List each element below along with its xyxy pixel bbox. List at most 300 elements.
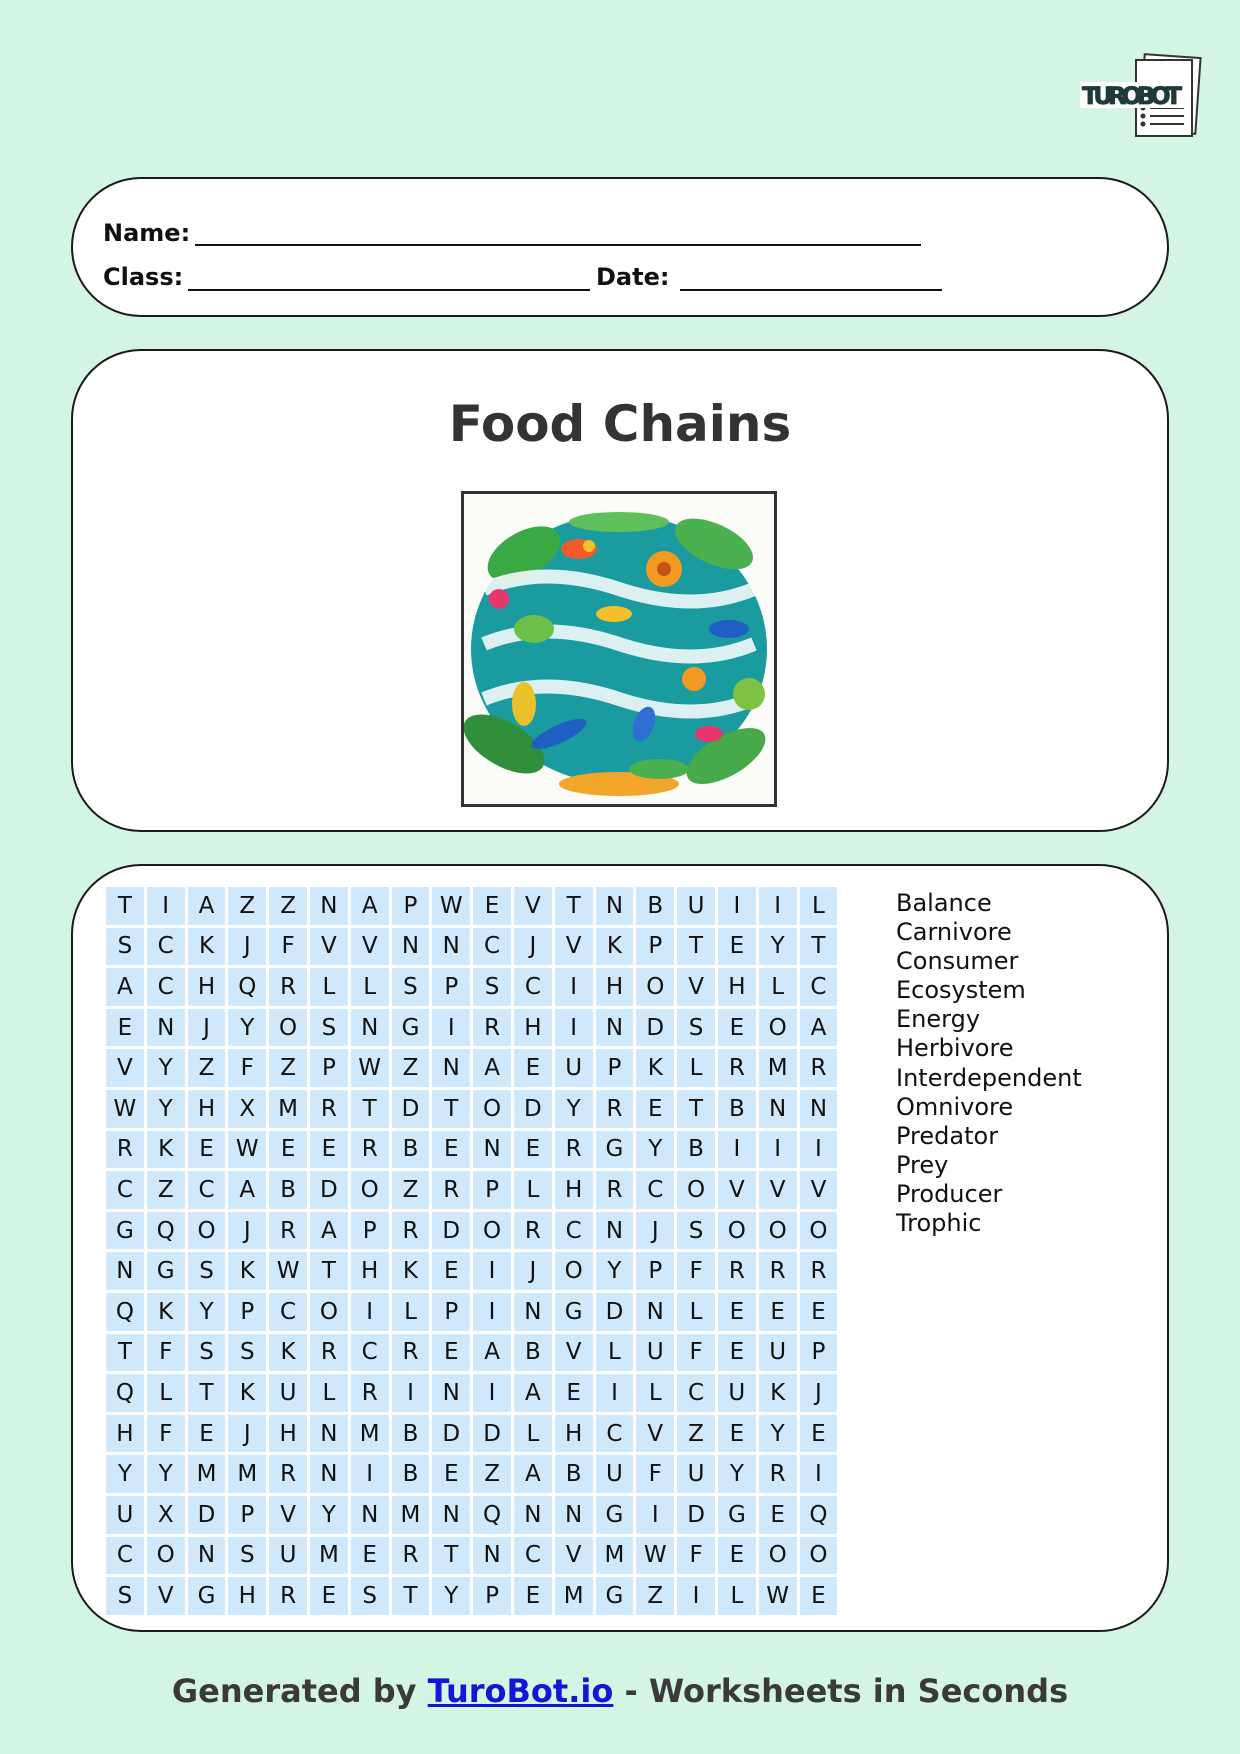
grid-cell[interactable]: M <box>759 1049 797 1087</box>
grid-cell[interactable]: Z <box>392 1049 430 1087</box>
grid-cell[interactable]: I <box>473 1374 511 1412</box>
grid-cell[interactable]: W <box>106 1090 144 1128</box>
grid-cell[interactable]: N <box>555 1496 593 1534</box>
grid-cell[interactable]: E <box>800 1415 838 1453</box>
grid-cell[interactable]: E <box>188 1131 226 1169</box>
grid-cell[interactable]: U <box>677 887 715 925</box>
grid-cell[interactable]: E <box>269 1131 307 1169</box>
grid-cell[interactable]: M <box>555 1577 593 1615</box>
grid-cell[interactable]: L <box>677 1049 715 1087</box>
grid-cell[interactable]: E <box>432 1334 470 1372</box>
grid-cell[interactable]: H <box>514 1009 552 1047</box>
grid-cell[interactable]: N <box>106 1252 144 1290</box>
grid-cell[interactable]: S <box>392 968 430 1006</box>
grid-cell[interactable]: C <box>473 928 511 966</box>
grid-cell[interactable]: P <box>473 1577 511 1615</box>
grid-cell[interactable]: C <box>555 1212 593 1250</box>
grid-cell[interactable]: H <box>351 1252 389 1290</box>
grid-cell[interactable]: F <box>147 1415 185 1453</box>
grid-cell[interactable]: E <box>514 1577 552 1615</box>
grid-cell[interactable]: N <box>432 1049 470 1087</box>
grid-cell[interactable]: I <box>759 887 797 925</box>
grid-cell[interactable]: I <box>147 887 185 925</box>
grid-cell[interactable]: R <box>269 1577 307 1615</box>
grid-cell[interactable]: R <box>759 1252 797 1290</box>
grid-cell[interactable]: V <box>718 1171 756 1209</box>
grid-cell[interactable]: D <box>432 1415 470 1453</box>
grid-cell[interactable]: G <box>596 1577 634 1615</box>
grid-cell[interactable]: W <box>228 1131 266 1169</box>
grid-cell[interactable]: N <box>473 1131 511 1169</box>
grid-cell[interactable]: E <box>759 1293 797 1331</box>
grid-cell[interactable]: Y <box>147 1455 185 1493</box>
grid-cell[interactable]: S <box>677 1009 715 1047</box>
grid-cell[interactable]: Z <box>147 1171 185 1209</box>
grid-cell[interactable]: R <box>269 1455 307 1493</box>
grid-cell[interactable]: I <box>636 1496 674 1534</box>
grid-cell[interactable]: W <box>759 1577 797 1615</box>
grid-cell[interactable]: O <box>555 1252 593 1290</box>
grid-cell[interactable]: F <box>228 1049 266 1087</box>
grid-cell[interactable]: H <box>188 968 226 1006</box>
grid-cell[interactable]: S <box>351 1577 389 1615</box>
grid-cell[interactable]: O <box>310 1293 348 1331</box>
grid-cell[interactable]: L <box>718 1577 756 1615</box>
grid-cell[interactable]: A <box>473 1334 511 1372</box>
grid-cell[interactable]: B <box>677 1131 715 1169</box>
grid-cell[interactable]: N <box>392 928 430 966</box>
grid-cell[interactable]: C <box>636 1171 674 1209</box>
grid-cell[interactable]: L <box>759 968 797 1006</box>
grid-cell[interactable]: P <box>636 928 674 966</box>
grid-cell[interactable]: K <box>147 1131 185 1169</box>
grid-cell[interactable]: O <box>759 1009 797 1047</box>
grid-cell[interactable]: R <box>351 1131 389 1169</box>
grid-cell[interactable]: N <box>800 1090 838 1128</box>
class-field[interactable] <box>188 289 590 291</box>
grid-cell[interactable]: E <box>351 1537 389 1575</box>
grid-cell[interactable]: C <box>351 1334 389 1372</box>
grid-cell[interactable]: M <box>228 1455 266 1493</box>
grid-cell[interactable]: X <box>228 1090 266 1128</box>
grid-cell[interactable]: I <box>677 1577 715 1615</box>
grid-cell[interactable]: G <box>718 1496 756 1534</box>
grid-cell[interactable]: M <box>310 1537 348 1575</box>
grid-cell[interactable]: V <box>677 968 715 1006</box>
grid-cell[interactable]: Z <box>473 1455 511 1493</box>
grid-cell[interactable]: R <box>759 1455 797 1493</box>
grid-cell[interactable]: I <box>473 1293 511 1331</box>
grid-cell[interactable]: K <box>269 1334 307 1372</box>
grid-cell[interactable]: T <box>106 887 144 925</box>
grid-cell[interactable]: I <box>759 1131 797 1169</box>
grid-cell[interactable]: J <box>228 928 266 966</box>
grid-cell[interactable]: N <box>351 1496 389 1534</box>
grid-cell[interactable]: R <box>310 1334 348 1372</box>
grid-cell[interactable]: E <box>759 1496 797 1534</box>
grid-cell[interactable]: A <box>228 1171 266 1209</box>
grid-cell[interactable]: L <box>596 1334 634 1372</box>
grid-cell[interactable]: C <box>596 1415 634 1453</box>
grid-cell[interactable]: I <box>800 1131 838 1169</box>
grid-cell[interactable]: Y <box>636 1131 674 1169</box>
grid-cell[interactable]: Z <box>188 1049 226 1087</box>
grid-cell[interactable]: H <box>269 1415 307 1453</box>
grid-cell[interactable]: E <box>718 1009 756 1047</box>
grid-cell[interactable]: I <box>473 1252 511 1290</box>
grid-cell[interactable]: D <box>432 1212 470 1250</box>
grid-cell[interactable]: I <box>432 1009 470 1047</box>
grid-cell[interactable]: N <box>351 1009 389 1047</box>
grid-cell[interactable]: C <box>514 968 552 1006</box>
grid-cell[interactable]: A <box>351 887 389 925</box>
grid-cell[interactable]: K <box>188 928 226 966</box>
grid-cell[interactable]: E <box>636 1090 674 1128</box>
grid-cell[interactable]: T <box>432 1090 470 1128</box>
grid-cell[interactable]: L <box>392 1293 430 1331</box>
grid-cell[interactable]: C <box>106 1537 144 1575</box>
grid-cell[interactable]: V <box>759 1171 797 1209</box>
grid-cell[interactable]: I <box>555 1009 593 1047</box>
grid-cell[interactable]: D <box>677 1496 715 1534</box>
grid-cell[interactable]: E <box>555 1374 593 1412</box>
grid-cell[interactable]: T <box>555 887 593 925</box>
grid-cell[interactable]: B <box>555 1455 593 1493</box>
grid-cell[interactable]: D <box>188 1496 226 1534</box>
grid-cell[interactable]: G <box>555 1293 593 1331</box>
grid-cell[interactable]: Y <box>759 1415 797 1453</box>
grid-cell[interactable]: Y <box>228 1009 266 1047</box>
grid-cell[interactable]: L <box>147 1374 185 1412</box>
grid-cell[interactable]: O <box>269 1009 307 1047</box>
grid-cell[interactable]: G <box>106 1212 144 1250</box>
grid-cell[interactable]: A <box>188 887 226 925</box>
grid-cell[interactable]: V <box>269 1496 307 1534</box>
grid-cell[interactable]: P <box>432 1293 470 1331</box>
grid-cell[interactable]: O <box>677 1171 715 1209</box>
grid-cell[interactable]: B <box>392 1415 430 1453</box>
grid-cell[interactable]: D <box>473 1415 511 1453</box>
grid-cell[interactable]: M <box>351 1415 389 1453</box>
grid-cell[interactable]: Q <box>473 1496 511 1534</box>
grid-cell[interactable]: B <box>718 1090 756 1128</box>
grid-cell[interactable]: J <box>514 928 552 966</box>
grid-cell[interactable]: D <box>596 1293 634 1331</box>
grid-cell[interactable]: N <box>759 1090 797 1128</box>
grid-cell[interactable]: K <box>228 1252 266 1290</box>
grid-cell[interactable]: I <box>800 1455 838 1493</box>
grid-cell[interactable]: T <box>392 1577 430 1615</box>
grid-cell[interactable]: S <box>228 1537 266 1575</box>
grid-cell[interactable]: L <box>800 887 838 925</box>
letter-grid[interactable] <box>106 887 837 1615</box>
grid-cell[interactable]: Y <box>718 1455 756 1493</box>
grid-cell[interactable]: R <box>351 1374 389 1412</box>
grid-cell[interactable]: F <box>677 1537 715 1575</box>
grid-cell[interactable]: Z <box>269 887 307 925</box>
grid-cell[interactable]: J <box>636 1212 674 1250</box>
grid-cell[interactable]: N <box>596 887 634 925</box>
grid-cell[interactable]: N <box>188 1537 226 1575</box>
grid-cell[interactable]: Q <box>106 1293 144 1331</box>
grid-cell[interactable]: B <box>514 1334 552 1372</box>
grid-cell[interactable]: W <box>636 1537 674 1575</box>
grid-cell[interactable]: B <box>392 1131 430 1169</box>
grid-cell[interactable]: V <box>310 928 348 966</box>
grid-cell[interactable]: S <box>188 1334 226 1372</box>
grid-cell[interactable]: O <box>800 1212 838 1250</box>
grid-cell[interactable]: U <box>269 1374 307 1412</box>
grid-cell[interactable]: J <box>228 1212 266 1250</box>
grid-cell[interactable]: C <box>147 968 185 1006</box>
grid-cell[interactable]: K <box>596 928 634 966</box>
grid-cell[interactable]: E <box>718 1537 756 1575</box>
grid-cell[interactable]: U <box>718 1374 756 1412</box>
grid-cell[interactable]: W <box>432 887 470 925</box>
grid-cell[interactable]: C <box>800 968 838 1006</box>
grid-cell[interactable]: E <box>514 1049 552 1087</box>
grid-cell[interactable]: V <box>351 928 389 966</box>
grid-cell[interactable]: O <box>636 968 674 1006</box>
grid-cell[interactable]: S <box>677 1212 715 1250</box>
grid-cell[interactable]: A <box>514 1374 552 1412</box>
grid-cell[interactable]: V <box>555 928 593 966</box>
grid-cell[interactable]: N <box>514 1293 552 1331</box>
grid-cell[interactable]: A <box>473 1049 511 1087</box>
grid-cell[interactable]: H <box>555 1415 593 1453</box>
grid-cell[interactable]: I <box>351 1293 389 1331</box>
grid-cell[interactable]: T <box>310 1252 348 1290</box>
grid-cell[interactable]: U <box>759 1334 797 1372</box>
grid-cell[interactable]: A <box>800 1009 838 1047</box>
grid-cell[interactable]: I <box>596 1374 634 1412</box>
grid-cell[interactable]: D <box>310 1171 348 1209</box>
grid-cell[interactable]: I <box>718 887 756 925</box>
grid-cell[interactable]: Y <box>432 1577 470 1615</box>
grid-cell[interactable]: L <box>310 1374 348 1412</box>
grid-cell[interactable]: Z <box>269 1049 307 1087</box>
grid-cell[interactable]: H <box>555 1171 593 1209</box>
grid-cell[interactable]: Y <box>147 1090 185 1128</box>
grid-cell[interactable]: T <box>106 1334 144 1372</box>
grid-cell[interactable]: N <box>432 928 470 966</box>
grid-cell[interactable]: U <box>596 1455 634 1493</box>
grid-cell[interactable]: Z <box>392 1171 430 1209</box>
grid-cell[interactable]: N <box>636 1293 674 1331</box>
grid-cell[interactable]: O <box>351 1171 389 1209</box>
grid-cell[interactable]: F <box>636 1455 674 1493</box>
grid-cell[interactable]: P <box>310 1049 348 1087</box>
grid-cell[interactable]: V <box>147 1577 185 1615</box>
grid-cell[interactable]: S <box>106 928 144 966</box>
grid-cell[interactable]: S <box>473 968 511 1006</box>
grid-cell[interactable]: C <box>147 928 185 966</box>
grid-cell[interactable]: R <box>718 1252 756 1290</box>
grid-cell[interactable]: Y <box>759 928 797 966</box>
grid-cell[interactable]: S <box>310 1009 348 1047</box>
grid-cell[interactable]: E <box>800 1293 838 1331</box>
grid-cell[interactable]: R <box>106 1131 144 1169</box>
grid-cell[interactable]: R <box>269 968 307 1006</box>
grid-cell[interactable]: J <box>188 1009 226 1047</box>
grid-cell[interactable]: V <box>555 1334 593 1372</box>
grid-cell[interactable]: I <box>718 1131 756 1169</box>
grid-cell[interactable]: O <box>800 1537 838 1575</box>
grid-cell[interactable]: L <box>351 968 389 1006</box>
grid-cell[interactable]: R <box>392 1537 430 1575</box>
grid-cell[interactable]: D <box>514 1090 552 1128</box>
grid-cell[interactable]: E <box>432 1252 470 1290</box>
grid-cell[interactable]: U <box>636 1334 674 1372</box>
grid-cell[interactable]: H <box>718 968 756 1006</box>
grid-cell[interactable]: G <box>188 1577 226 1615</box>
grid-cell[interactable]: U <box>106 1496 144 1534</box>
grid-cell[interactable]: S <box>228 1334 266 1372</box>
grid-cell[interactable]: Q <box>147 1212 185 1250</box>
grid-cell[interactable]: C <box>677 1374 715 1412</box>
grid-cell[interactable]: T <box>677 928 715 966</box>
grid-cell[interactable]: C <box>269 1293 307 1331</box>
grid-cell[interactable]: O <box>718 1212 756 1250</box>
grid-cell[interactable]: N <box>310 1455 348 1493</box>
grid-cell[interactable]: O <box>473 1090 511 1128</box>
grid-cell[interactable]: V <box>636 1415 674 1453</box>
grid-cell[interactable]: P <box>596 1049 634 1087</box>
grid-cell[interactable]: E <box>188 1415 226 1453</box>
grid-cell[interactable]: N <box>310 887 348 925</box>
grid-cell[interactable]: E <box>310 1131 348 1169</box>
grid-cell[interactable]: S <box>106 1577 144 1615</box>
grid-cell[interactable]: R <box>269 1212 307 1250</box>
grid-cell[interactable]: A <box>310 1212 348 1250</box>
grid-cell[interactable]: H <box>188 1090 226 1128</box>
grid-cell[interactable]: T <box>188 1374 226 1412</box>
grid-cell[interactable]: E <box>432 1131 470 1169</box>
grid-cell[interactable]: T <box>432 1537 470 1575</box>
grid-cell[interactable]: F <box>677 1252 715 1290</box>
grid-cell[interactable]: R <box>392 1212 430 1250</box>
grid-cell[interactable]: M <box>269 1090 307 1128</box>
grid-cell[interactable]: K <box>636 1049 674 1087</box>
grid-cell[interactable]: R <box>432 1171 470 1209</box>
grid-cell[interactable]: V <box>555 1537 593 1575</box>
grid-cell[interactable]: C <box>188 1171 226 1209</box>
grid-cell[interactable]: Y <box>106 1455 144 1493</box>
grid-cell[interactable]: E <box>310 1577 348 1615</box>
grid-cell[interactable]: R <box>555 1131 593 1169</box>
grid-cell[interactable]: Y <box>555 1090 593 1128</box>
grid-cell[interactable]: M <box>188 1455 226 1493</box>
grid-cell[interactable]: I <box>351 1455 389 1493</box>
grid-cell[interactable]: R <box>800 1252 838 1290</box>
grid-cell[interactable]: E <box>718 1334 756 1372</box>
grid-cell[interactable]: A <box>514 1455 552 1493</box>
grid-cell[interactable]: N <box>310 1415 348 1453</box>
grid-cell[interactable]: R <box>596 1090 634 1128</box>
grid-cell[interactable]: Q <box>106 1374 144 1412</box>
grid-cell[interactable]: N <box>432 1374 470 1412</box>
grid-cell[interactable]: P <box>473 1171 511 1209</box>
grid-cell[interactable]: A <box>106 968 144 1006</box>
grid-cell[interactable]: L <box>310 968 348 1006</box>
grid-cell[interactable]: H <box>228 1577 266 1615</box>
grid-cell[interactable]: K <box>228 1374 266 1412</box>
grid-cell[interactable]: R <box>800 1049 838 1087</box>
grid-cell[interactable]: E <box>718 1293 756 1331</box>
grid-cell[interactable]: M <box>596 1537 634 1575</box>
grid-cell[interactable]: H <box>106 1415 144 1453</box>
grid-cell[interactable]: U <box>677 1455 715 1493</box>
grid-cell[interactable]: O <box>473 1212 511 1250</box>
grid-cell[interactable]: Y <box>147 1049 185 1087</box>
grid-cell[interactable]: T <box>677 1090 715 1128</box>
grid-cell[interactable]: O <box>759 1212 797 1250</box>
grid-cell[interactable]: O <box>759 1537 797 1575</box>
grid-cell[interactable]: T <box>800 928 838 966</box>
grid-cell[interactable]: K <box>392 1252 430 1290</box>
grid-cell[interactable]: I <box>392 1374 430 1412</box>
grid-cell[interactable]: J <box>800 1374 838 1412</box>
grid-cell[interactable]: X <box>147 1496 185 1534</box>
grid-cell[interactable]: I <box>555 968 593 1006</box>
grid-cell[interactable]: F <box>269 928 307 966</box>
grid-cell[interactable]: N <box>473 1537 511 1575</box>
grid-cell[interactable]: Q <box>800 1496 838 1534</box>
grid-cell[interactable]: W <box>269 1252 307 1290</box>
grid-cell[interactable]: R <box>596 1171 634 1209</box>
grid-cell[interactable]: L <box>636 1374 674 1412</box>
grid-cell[interactable]: U <box>269 1537 307 1575</box>
grid-cell[interactable]: P <box>228 1496 266 1534</box>
grid-cell[interactable]: R <box>514 1212 552 1250</box>
grid-cell[interactable]: W <box>351 1049 389 1087</box>
grid-cell[interactable]: P <box>351 1212 389 1250</box>
grid-cell[interactable]: H <box>596 968 634 1006</box>
turobot-link[interactable]: TuroBot.io <box>427 1672 614 1710</box>
grid-cell[interactable]: M <box>392 1496 430 1534</box>
grid-cell[interactable]: L <box>514 1415 552 1453</box>
grid-cell[interactable]: V <box>800 1171 838 1209</box>
grid-cell[interactable]: T <box>351 1090 389 1128</box>
grid-cell[interactable]: Y <box>596 1252 634 1290</box>
grid-cell[interactable]: E <box>514 1131 552 1169</box>
grid-cell[interactable]: N <box>596 1212 634 1250</box>
grid-cell[interactable]: V <box>514 887 552 925</box>
grid-cell[interactable]: R <box>392 1334 430 1372</box>
grid-cell[interactable]: G <box>596 1131 634 1169</box>
grid-cell[interactable]: K <box>147 1293 185 1331</box>
grid-cell[interactable]: K <box>759 1374 797 1412</box>
grid-cell[interactable]: N <box>432 1496 470 1534</box>
grid-cell[interactable]: L <box>514 1171 552 1209</box>
grid-cell[interactable]: B <box>392 1455 430 1493</box>
grid-cell[interactable]: N <box>596 1009 634 1047</box>
grid-cell[interactable]: E <box>800 1577 838 1615</box>
grid-cell[interactable]: L <box>677 1293 715 1331</box>
grid-cell[interactable]: C <box>514 1537 552 1575</box>
grid-cell[interactable]: N <box>147 1009 185 1047</box>
grid-cell[interactable]: G <box>596 1496 634 1534</box>
grid-cell[interactable]: E <box>718 928 756 966</box>
grid-cell[interactable]: Z <box>228 887 266 925</box>
grid-cell[interactable]: D <box>392 1090 430 1128</box>
grid-cell[interactable]: E <box>473 887 511 925</box>
grid-cell[interactable]: F <box>147 1334 185 1372</box>
grid-cell[interactable]: D <box>636 1009 674 1047</box>
grid-cell[interactable]: G <box>392 1009 430 1047</box>
grid-cell[interactable]: P <box>228 1293 266 1331</box>
grid-cell[interactable]: R <box>473 1009 511 1047</box>
